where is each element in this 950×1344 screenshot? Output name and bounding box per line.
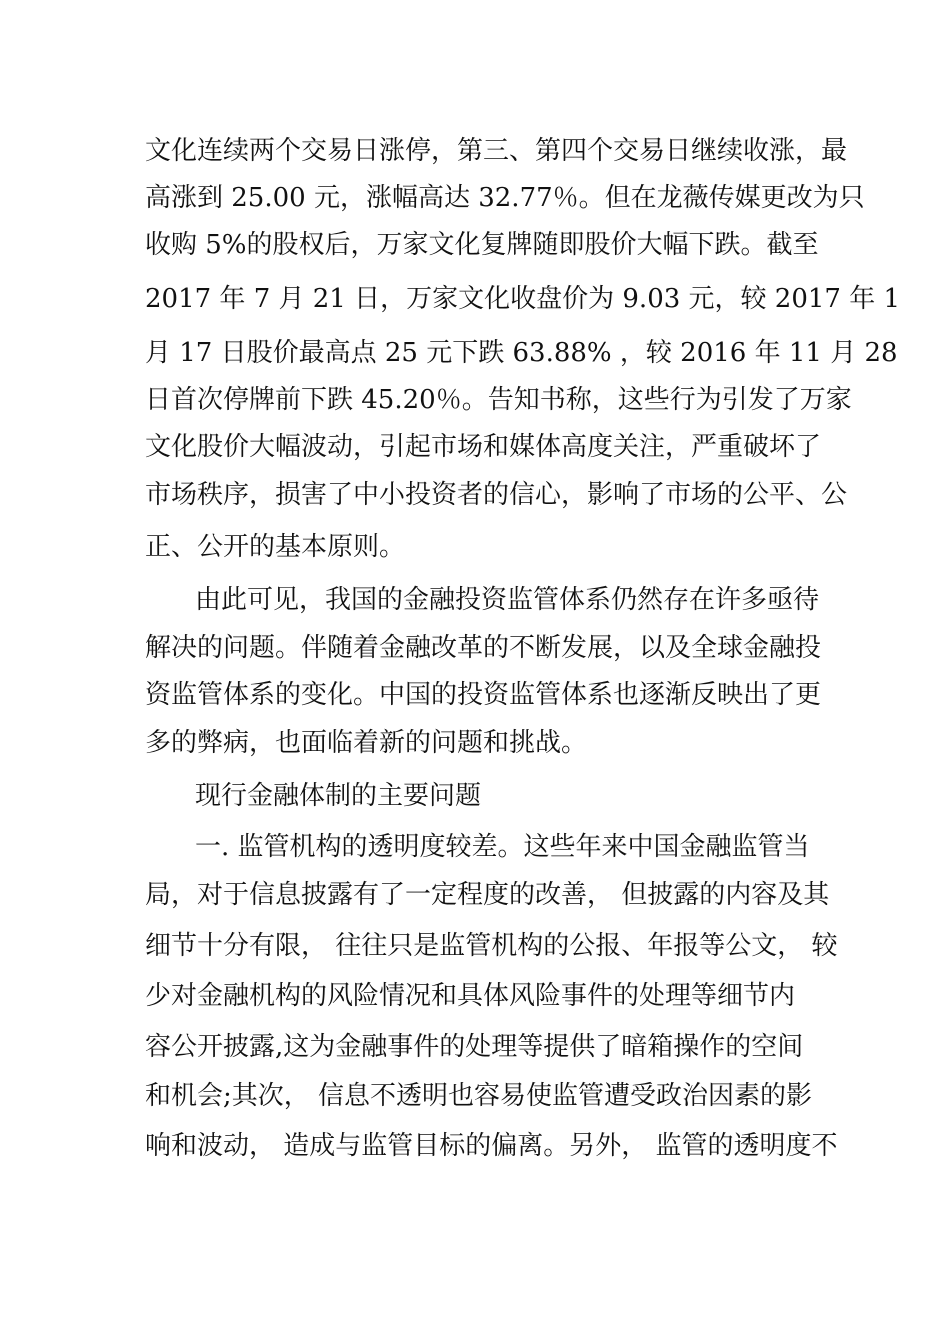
text-line: 少对金融机构的风险情况和具体风险事件的处理等细节内	[145, 981, 796, 1011]
text-line: 文化连续两个交易日涨停，第三、第四个交易日继续收涨，最	[145, 136, 848, 166]
text-line: 和机会;其次， 信息不透明也容易使监管遭受政治因素的影	[145, 1081, 813, 1111]
text-line: 局，对于信息披露有了一定程度的改善， 但披露的内容及其	[145, 880, 830, 910]
section-heading: 现行金融体制的主要问题	[195, 781, 482, 811]
text-line: 日首次停牌前下跌 45.20％。告知书称，这些行为引发了万家	[145, 385, 852, 415]
text-line: 解决的问题。伴随着金融改革的不断发展，以及全球金融投	[145, 633, 822, 663]
text-line: 多的弊病，也面临着新的问题和挑战。	[145, 728, 588, 758]
text-line: 文化股价大幅波动，引起市场和媒体高度关注，严重破坏了	[145, 432, 822, 462]
text-line: 收购 5%的股权后，万家文化复牌随即股价大幅下跌。截至	[145, 230, 819, 260]
text-line: 市场秩序，损害了中小投资者的信心，影响了市场的公平、公	[145, 480, 848, 510]
paragraph-first-line: 一. 监管机构的透明度较差。这些年来中国金融监管当	[195, 832, 810, 862]
text-line: 响和波动， 造成与监管目标的偏离。另外， 监管的透明度不	[145, 1131, 838, 1161]
text-line: 细节十分有限， 往往只是监管机构的公报、年报等公文， 较	[145, 931, 838, 961]
text-line: 正、公开的基本原则。	[145, 532, 406, 562]
text-line: 2017 年 7 月 21 日，万家文化收盘价为 9.03 元，较 2017 年 1	[145, 284, 901, 314]
text-line: 高涨到 25.00 元，涨幅高达 32.77％。但在龙薇传媒更改为只	[145, 183, 865, 213]
text-line: 容公开披露,这为金融事件的处理等提供了暗箱操作的空间	[145, 1032, 804, 1062]
paragraph-first-line: 由此可见，我国的金融投资监管体系仍然存在许多亟待	[195, 585, 820, 615]
text-line: 资监管体系的变化。中国的投资监管体系也逐渐反映出了更	[145, 680, 822, 710]
text-line: 月 17 日股价最高点 25 元下跌 63.88% ，较 2016 年 11 月 28	[145, 338, 898, 368]
